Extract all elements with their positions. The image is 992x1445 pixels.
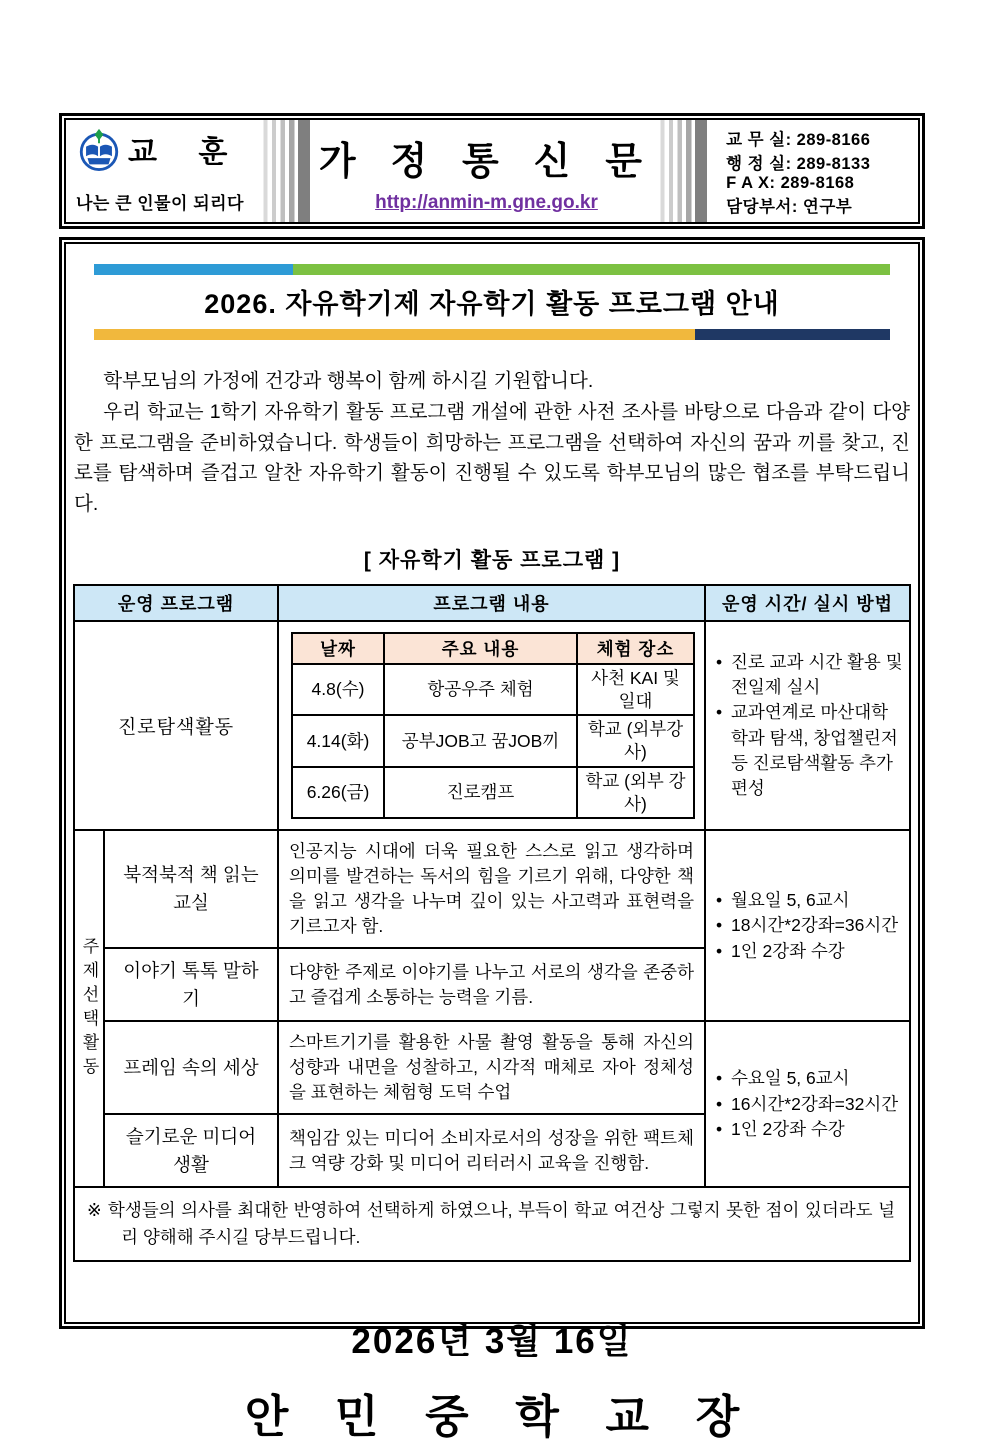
- motto-title: 교 훈: [128, 136, 244, 169]
- schedule-header-content: 주요 내용: [384, 633, 577, 664]
- decorative-stripes-left: [259, 120, 317, 222]
- intro-paragraph-1: 학부모님의 가정에 건강과 행복이 함께 하시길 기원합니다.: [103, 370, 594, 392]
- contact-line: 담당부서: 연구부: [726, 198, 853, 216]
- contact-line: F A X: 289-8168: [726, 174, 855, 192]
- footnote-cell: [74, 1187, 910, 1261]
- masthead-center: [317, 120, 656, 222]
- program-desc-talking: 다양한 주제로 이야기를 나누고 서로의 생각을 존중하고 즐겁게 소통하는 능력을 기름.: [278, 948, 705, 1022]
- method-item: • 수요일 5, 6교시: [716, 1066, 903, 1091]
- principal-signature: 안 민 중 학 교 장: [244, 1390, 757, 1442]
- schedule-content: 진로캠프: [384, 767, 577, 819]
- method-item: • 교과연계로 마산대학 학과 탐색, 창업챌린저 등 진로탐색활동 추가 편성: [716, 700, 903, 802]
- newsletter-title: 가 정 통 신 문: [318, 141, 655, 183]
- banner-bar-green: [293, 264, 890, 275]
- method-item: • 1인 2강좌 수강: [716, 1117, 903, 1142]
- program-name-career: 진로탐색활동: [74, 621, 278, 831]
- content-frame: [64, 242, 920, 1442]
- method-item: • 18시간*2강좌=36시간: [716, 913, 903, 938]
- masthead: [64, 118, 920, 224]
- career-method-cell: [705, 621, 910, 831]
- program-desc-reading: 인공지능 시대에 더욱 필요한 스스로 읽고 생각하며 의미를 발견하는 독서의 힘을 기르기 위해, 다양한 책을 읽고 생각을 나누며 깊이 있는 사고력과 표현력을 기르고자 함.: [278, 830, 705, 947]
- method-item: • 월요일 5, 6교시: [716, 888, 903, 913]
- intro-paragraph-2: 우리 학교는 1학기 자유학기 활동 프로그램 개설에 관한 사전 조사를 바탕으로 다음과 같이 다양한 프로그램을 준비하였습니다. 학생들이 희망하는 프로그램을 선택하여 자신의 꿈과 끼를 찾고, 진로를 탐색하며 즐겁고 알찬 자유학기 활동이 진행될 수 있도록 학부모님의 많은 협조를 부탁드립니다.: [74, 400, 910, 516]
- intro-paragraphs: [74, 366, 910, 520]
- schedule-date: 4.14(화): [292, 715, 384, 767]
- wednesday-method-cell: [705, 1021, 910, 1187]
- schedule-place: 학교 (외부강사): [577, 715, 694, 767]
- decorative-stripes-right: [656, 120, 714, 222]
- banner-bar-top: [94, 264, 890, 275]
- banner-bar-navy: [695, 329, 890, 340]
- schedule-place: 학교 (외부 강사): [577, 767, 694, 819]
- schedule-row: [292, 767, 694, 819]
- program-name-talking: 이야기 톡톡 말하기: [104, 948, 278, 1022]
- topic-row-reading: [74, 830, 910, 947]
- schedule-header-place: 체험 장소: [577, 633, 694, 664]
- program-name-frame: 프레임 속의 세상: [104, 1021, 278, 1114]
- schedule-row: [292, 715, 694, 767]
- schedule-header-row: [292, 633, 694, 664]
- footnote-row: [74, 1187, 910, 1261]
- schedule-place: 사천 KAI 및 일대: [577, 664, 694, 716]
- career-exploration-row: [74, 621, 910, 831]
- column-header-program: 운영 프로그램: [74, 585, 278, 621]
- method-item: • 1인 2강좌 수강: [716, 939, 903, 964]
- program-desc-frame: 스마트기기를 활용한 사물 촬영 활동을 통해 자신의 성향과 내면을 성찰하고, 시각적 매체로 자아 정체성을 표현하는 체험형 도덕 수업: [278, 1021, 705, 1114]
- school-logo-icon: [76, 126, 122, 172]
- topic-group-label-cell: [74, 830, 104, 1187]
- method-item: • 진로 교과 시간 활용 및 전일제 실시: [716, 650, 903, 701]
- banner-bar-blue: [94, 264, 293, 275]
- career-schedule-cell: [278, 621, 705, 831]
- schedule-content: 공부JOB고 꿈JOB끼: [384, 715, 577, 767]
- issue-date: 2026년 3월 16일: [351, 1321, 633, 1361]
- topic-group-label: 주제선택활동: [79, 936, 99, 1081]
- contact-line: 행 정 실: 289-8133: [726, 155, 871, 173]
- banner-bar-bottom: [94, 329, 890, 340]
- program-name-media: 슬기로운 미디어 생활: [104, 1114, 278, 1188]
- topic-row-frame: [74, 1021, 910, 1114]
- school-motto: 나는 큰 인물이 되리다: [76, 194, 244, 213]
- schedule-content: 항공우주 체험: [384, 664, 577, 716]
- masthead-contacts: [714, 120, 918, 222]
- page-title: 2026. 자유학기제 자유학기 활동 프로그램 안내: [204, 289, 780, 319]
- column-header-method: 운영 시간/ 실시 방법: [705, 585, 910, 621]
- column-header-content: 프로그램 내용: [278, 585, 705, 621]
- program-table-header-row: [74, 585, 910, 621]
- method-item: • 16시간*2강좌=32시간: [716, 1092, 903, 1117]
- program-table: [73, 584, 911, 1262]
- contact-line: 교 무 실: 289-8166: [726, 131, 871, 149]
- program-name-reading: 북적북적 책 읽는 교실: [104, 830, 278, 947]
- program-table-title: [ 자유학기 활동 프로그램 ]: [363, 548, 621, 572]
- title-banner: [94, 264, 890, 340]
- school-website-link[interactable]: http://anmin-m.gne.go.kr: [375, 192, 598, 213]
- schedule-date: 4.8(수): [292, 664, 384, 716]
- banner-bar-amber: [94, 329, 695, 340]
- schedule-header-date: 날짜: [292, 633, 384, 664]
- schedule-row: [292, 664, 694, 716]
- program-desc-media: 책임감 있는 미디어 소비자로서의 성장을 위한 팩트체크 역량 강화 및 미디어 리터러시 교육을 진행함.: [278, 1114, 705, 1188]
- footnote-text: ※ 학생들의 의사를 최대한 반영하여 선택하게 하였으나, 부득이 학교 여건상 그렇지 못한 점이 있더라도 널리 양해해 주시길 당부드립니다.: [87, 1200, 895, 1247]
- masthead-left: [66, 120, 259, 222]
- career-schedule-table: [291, 632, 695, 820]
- schedule-date: 6.26(금): [292, 767, 384, 819]
- monday-method-cell: [705, 830, 910, 1021]
